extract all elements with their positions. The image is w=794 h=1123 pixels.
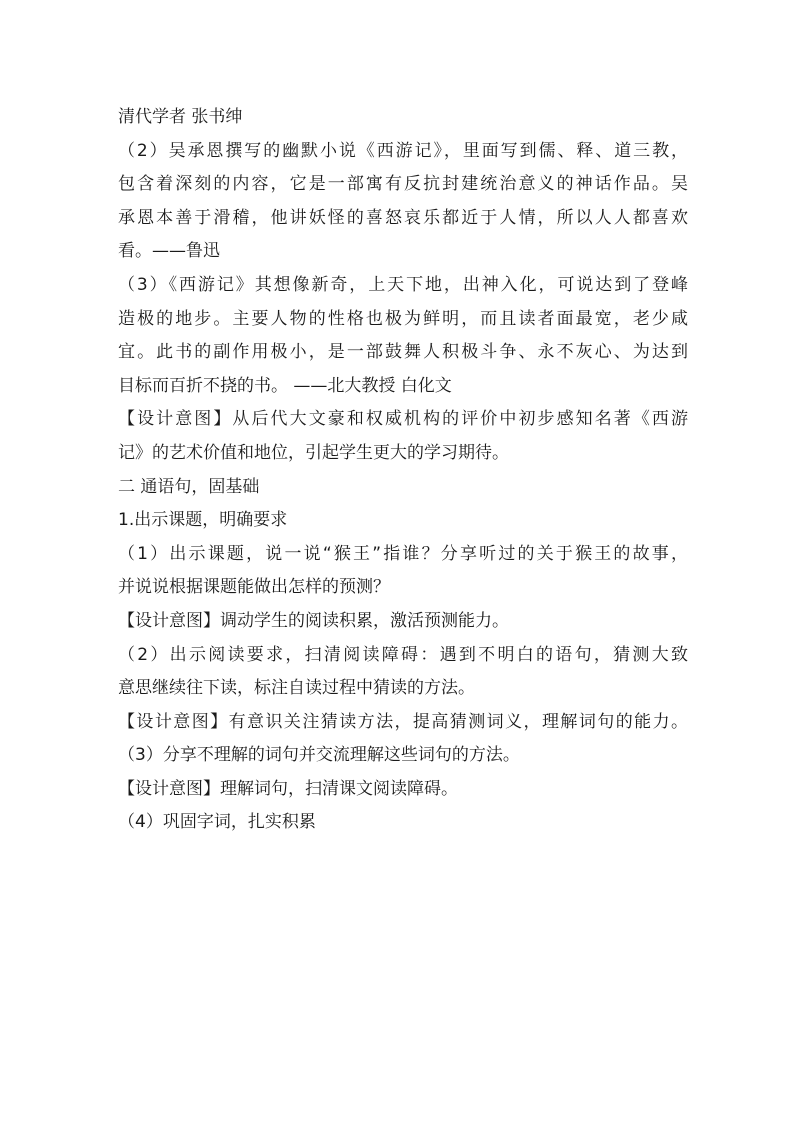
text-line: （1）出示课题，说一说“猴王”指谁？分享听过的关于猴王的故事， — [118, 543, 688, 564]
text-line: 包含着深刻的内容，它是一部寓有反抗封建统治意义的神话作品。吴 — [118, 174, 688, 195]
text-line: 【设计意图】调动学生的阅读积累，激活预测能力。 — [118, 610, 509, 631]
text-line: （2）吴承恩撰写的幽默小说《西游记》，里面写到儒、释、道三教， — [118, 140, 688, 161]
section-heading: 二 通语句，固基础 — [118, 476, 260, 497]
text-line: 并说说根据课题能做出怎样的预测？ — [118, 577, 390, 598]
text-line: （3）《西游记》其想像新奇，上天下地，出神入化，可说达到了登峰 — [118, 274, 688, 295]
text-line: （2）出示阅读要求，扫清阅读障碍：遇到不明白的语句，猜测大致 — [118, 644, 688, 665]
text-line: 宜。此书的副作用极小，是一部鼓舞人积极斗争、永不灰心、为达到 — [118, 342, 688, 363]
text-line: 【设计意图】有意识关注猜读方法，提高猜测词义，理解词句的能力。 — [118, 711, 688, 732]
text-line: 清代学者 张书绅 — [118, 107, 243, 127]
text-line: 【设计意图】从后代大文豪和权威机构的评价中初步感知名著《西游 — [118, 409, 688, 430]
text-line: 目标而百折不挠的书。 ——北大教授 白化文 — [118, 375, 452, 396]
text-line: 造极的地步。主要人物的性格也极为鲜明，而且读者面最宽，老少咸 — [118, 308, 688, 329]
text-line: （3）分享不理解的词句并交流理解这些词句的方法。 — [118, 745, 520, 766]
text-line: 1.出示课题，明确要求 — [118, 510, 288, 531]
text-line: 意思继续往下读，标注自读过程中猜读的方法。 — [118, 678, 475, 699]
document-page — [118, 101, 688, 840]
text-line: 承恩本善于滑稽，他讲妖怪的喜怒哀乐都近于人情，所以人人都喜欢 — [118, 207, 688, 228]
text-line: 【设计意图】理解词句，扫清课文阅读障碍。 — [118, 778, 458, 799]
text-line: （4）巩固字词，扎实积累 — [118, 812, 316, 833]
text-line: 记》的艺术价值和地位，引起学生更大的学习期待。 — [118, 442, 509, 463]
text-line: 看。——鲁迅 — [118, 241, 220, 262]
